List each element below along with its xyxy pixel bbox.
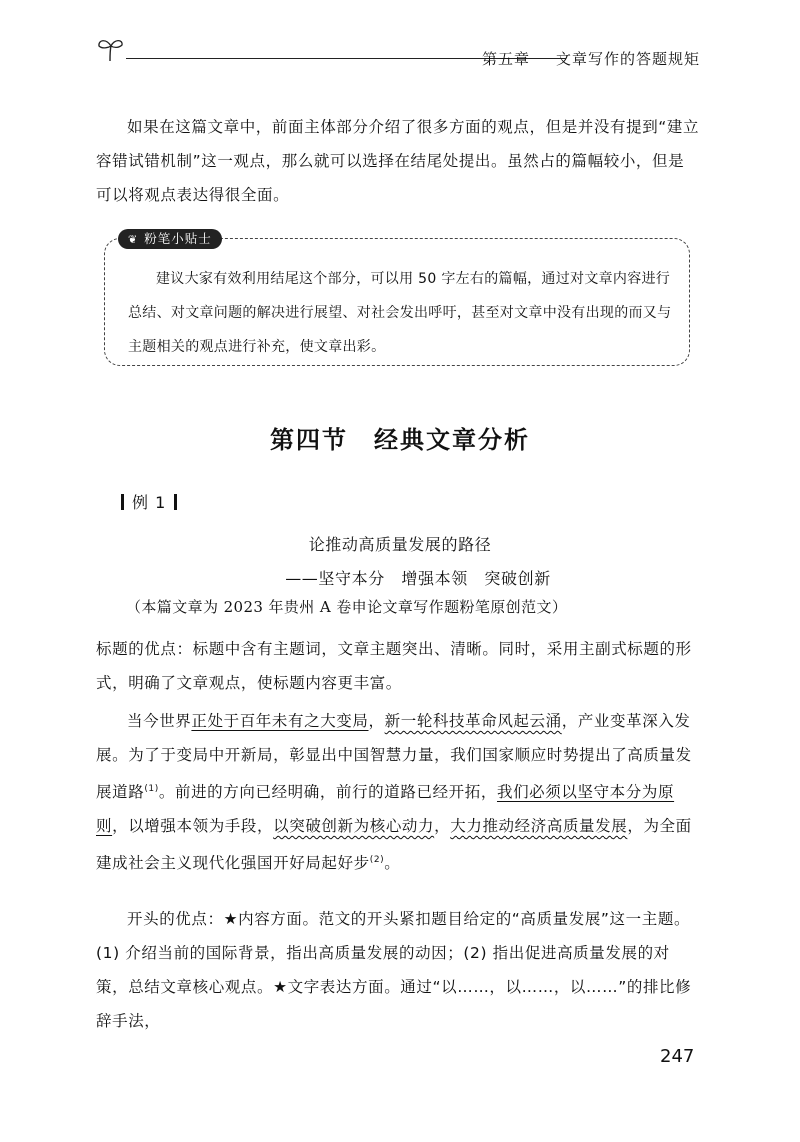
tip-badge: [118, 229, 222, 249]
wavy-underlined-phrase: 大力推动经济高质量发展: [450, 817, 628, 836]
underlined-phrase: 正处于百年未有之大变局: [191, 712, 369, 730]
opening-text: ，为全面建成社会主义现代化强国开好局起好步: [96, 817, 692, 873]
intro-paragraph: 如果在这篇文章中，前面主体部分介绍了很多方面的观点，但是并没有提到“建立容错试错机制”这一观点，那么就可以选择在结尾处提出。虽然占的篇幅较小，但是可以将观点表达得很全面。: [96, 118, 700, 204]
page-header: [96, 28, 700, 68]
essay-subtitle: ——坚守本分 增强本领 突破创新: [285, 569, 551, 588]
chapter-number: 第五章: [481, 50, 530, 68]
tip-text: 建议大家有效利用结尾这个部分，可以用 50 字左右的篇幅，通过对文章内容进行总结、对文章问题的解决进行展望、对社会发出呼吁，甚至对文章中没有出现的而又与主题相关的观点进行补充，使文章出彩。: [128, 271, 672, 355]
wavy-underlined-phrase: 以突破创新为核心动力: [273, 817, 435, 836]
opening-comment: 开头的优点：★内容方面。范文的开头紧扣题目给定的“高质量发展”这一主题。(1) 介绍当前的国际背景，指出高质量发展的动因；(2) 指出促进高质量发展的对策，总结文章核心观点。★文字表达方面。通过“以……，以……，以……”的排比修辞手法，: [96, 910, 692, 1030]
chapter-title: 文章写作的答题规矩: [555, 50, 700, 68]
example-label-text: 例 1: [132, 493, 167, 512]
example-label: [113, 490, 185, 513]
essay-title: 论推动高质量发展的路径: [308, 535, 492, 554]
leaf-icon: ❦: [128, 233, 139, 246]
opening-text: 。前进的方向已经明确，前行的道路已经开拓，: [158, 783, 497, 802]
header-text: [456, 48, 700, 69]
wavy-underlined-phrase: 新一轮科技革命风起云涌: [384, 712, 562, 730]
opening-paragraph: [96, 704, 700, 880]
opening-text: ，: [434, 817, 451, 836]
underlined-phrase: 我们必须以坚守本分为原则: [96, 783, 675, 836]
page-number: 247: [660, 1046, 695, 1067]
opening-text: 当今世界: [127, 712, 192, 730]
opening-text: 。: [384, 854, 401, 873]
essay-source: （本篇文章为 2023 年贵州 A 卷申论文章写作题粉笔原创范文）: [126, 598, 568, 616]
opening-text: ，产业变革深入发展。为了于变局中开新局，彰显出中国智慧力量，我们国家顺应时势提出了高质量发展道路: [96, 712, 692, 802]
footnote-marker: (2): [369, 855, 385, 866]
opening-text: ，以增强本领为手段，: [112, 817, 274, 836]
opening-text: ，: [368, 712, 385, 730]
tip-label: 粉笔小贴士: [144, 231, 212, 246]
footnote-marker: (1): [144, 784, 159, 794]
section-title: 第四节 经典文章分析: [270, 426, 530, 454]
sprout-icon: [96, 36, 126, 62]
right-bar: [174, 494, 177, 510]
title-comment: 标题的优点：标题中含有主题词，文章主题突出、清晰。同时，采用主副式标题的形式，明确了文章观点，使标题内容更丰富。: [96, 640, 692, 692]
left-bar: [121, 494, 124, 510]
